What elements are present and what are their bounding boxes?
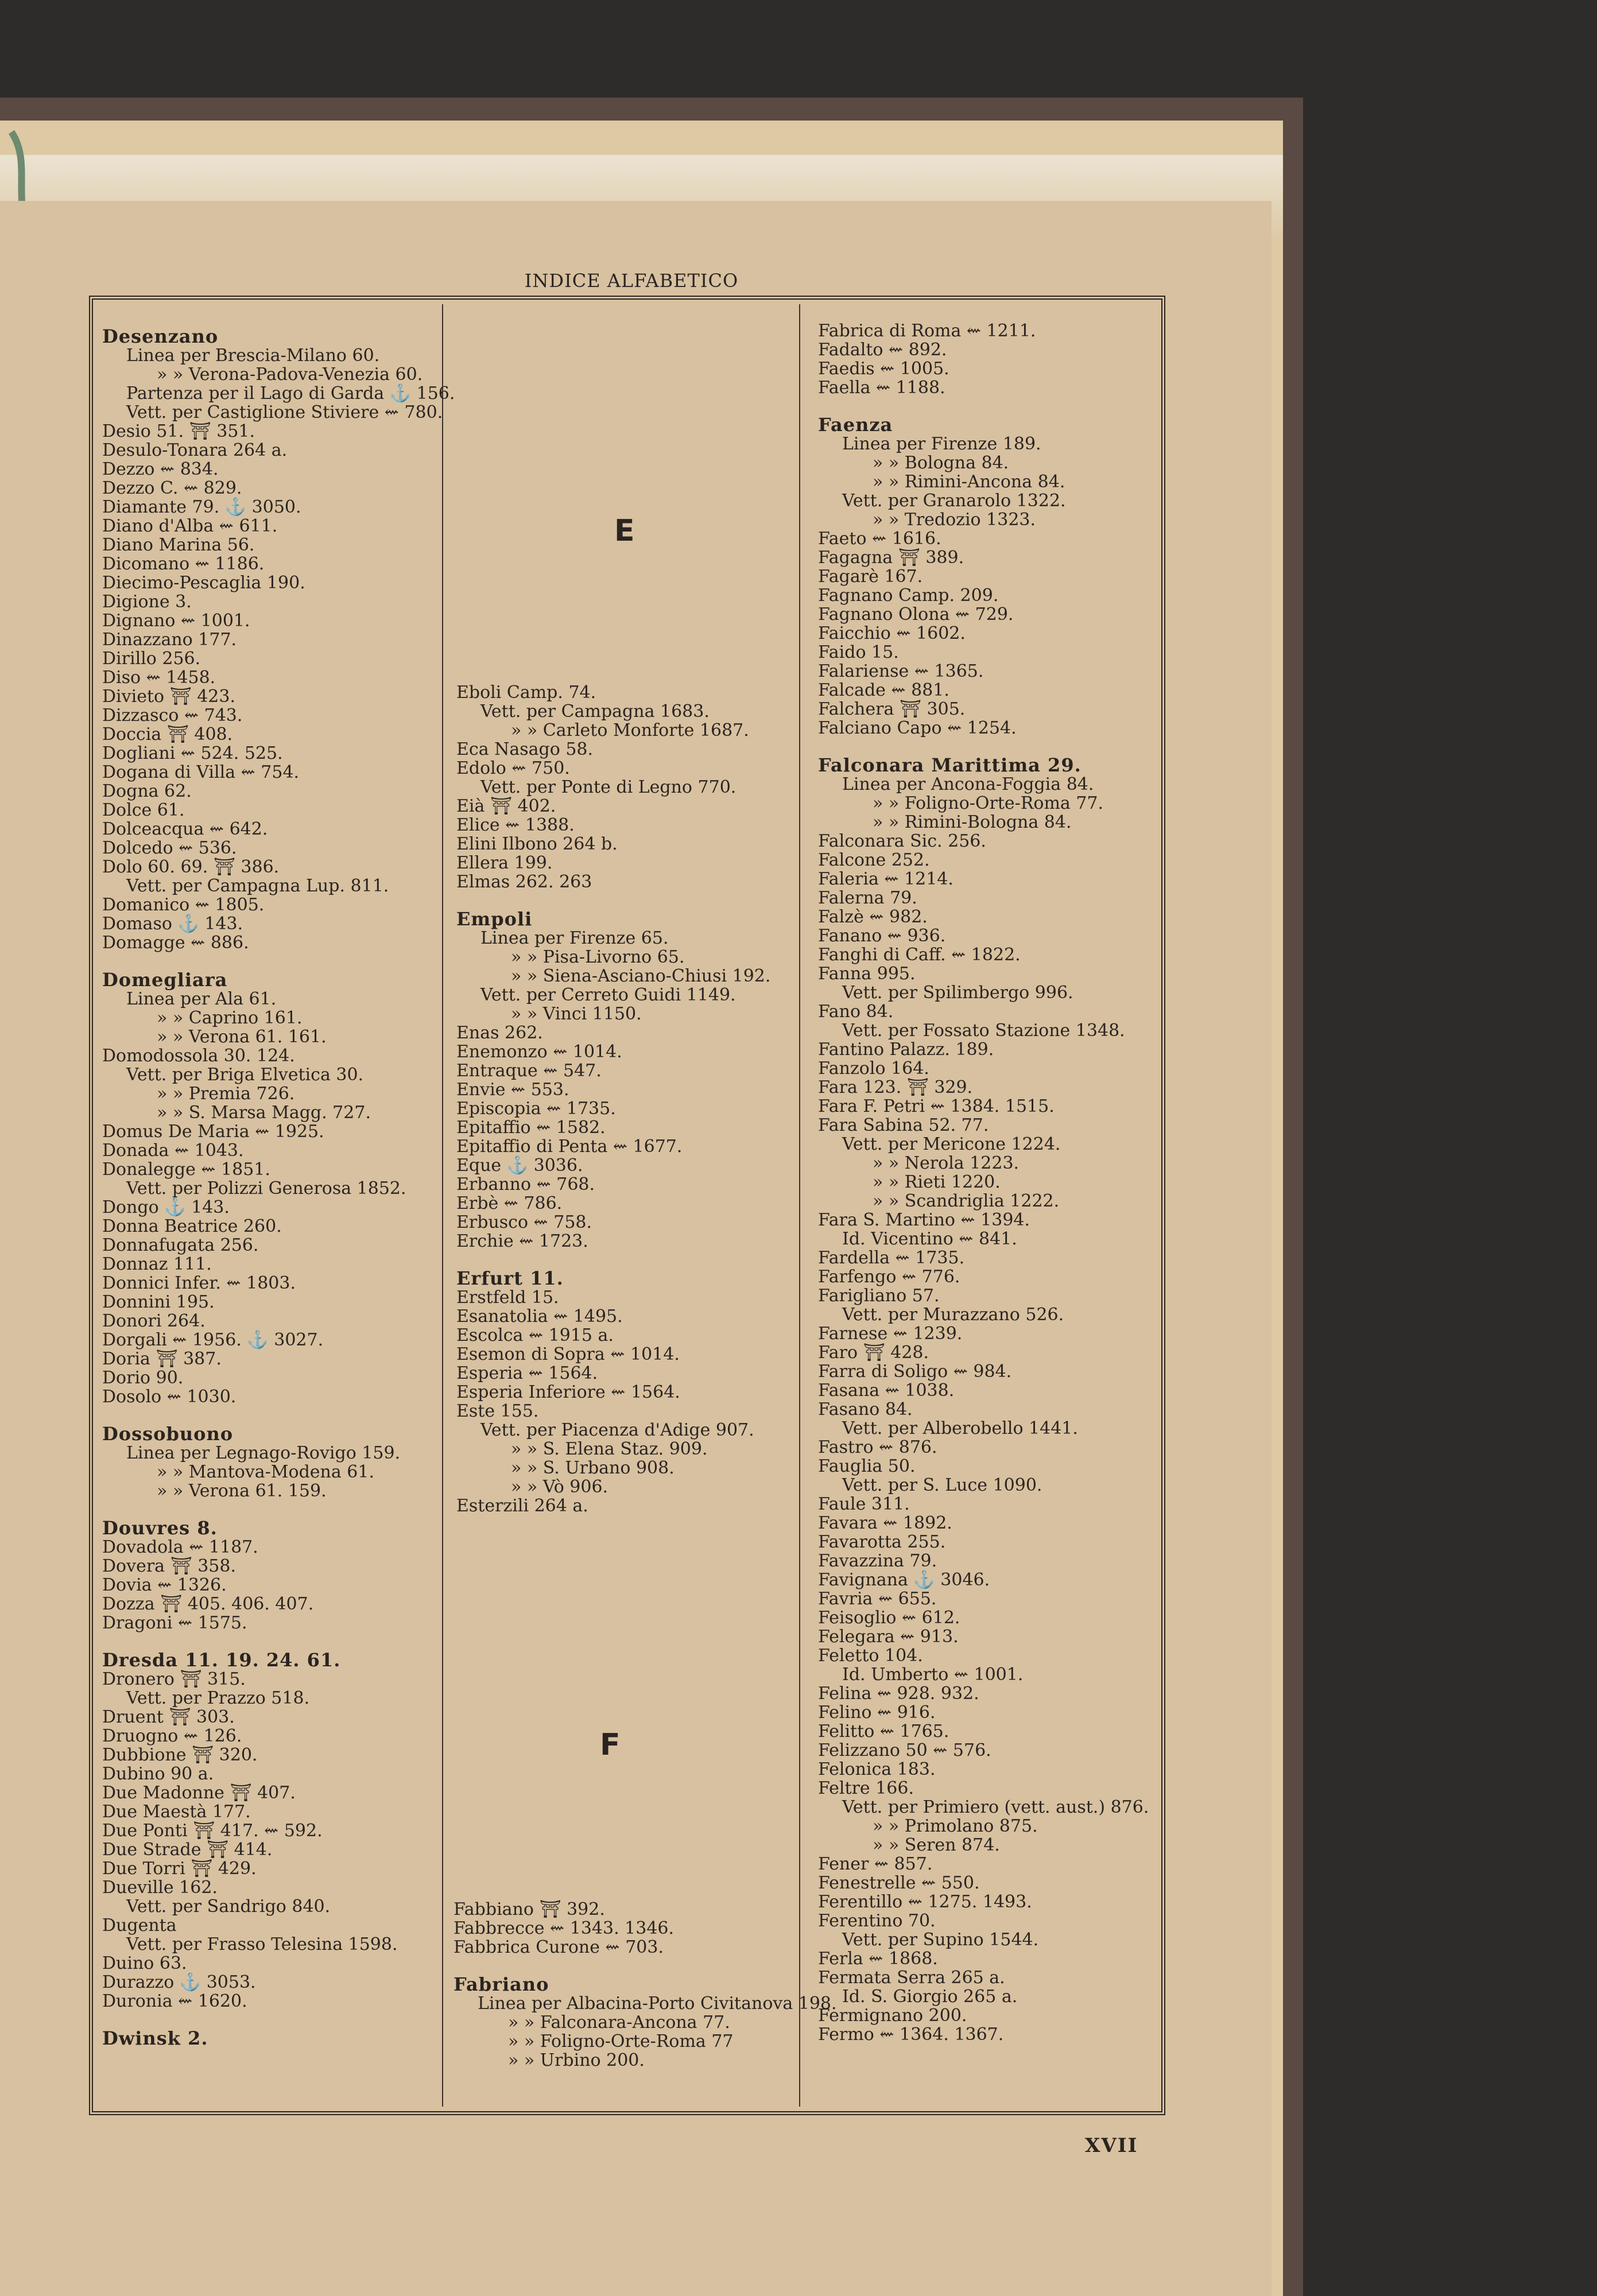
index-entry: Fara S. Martino ⇜ 1394. (818, 1210, 1030, 1230)
index-entry: Felegara ⇜ 913. (818, 1627, 959, 1647)
index-entry: Eca Nasago 58. (456, 739, 594, 759)
index-entry: Domodossola 30. 124. (102, 1046, 295, 1066)
index-entry: Elice ⇜ 1388. (456, 815, 575, 835)
index-entry: Id. Umberto ⇜ 1001. (842, 1665, 1024, 1685)
index-entry: Falconara Sic. 256. (818, 831, 986, 851)
index-entry: » » Foligno-Orte-Roma 77 (508, 2031, 734, 2051)
index-entry: Fabbrecce ⇜ 1343. 1346. (453, 1918, 675, 1938)
index-entry: Vett. per Frasso Telesina 1598. (126, 1934, 398, 1954)
index-entry: Id. Vicentino ⇜ 841. (842, 1229, 1017, 1249)
index-entry: » » Verona-Padova-Venezia 60. (157, 364, 423, 385)
index-entry: Entraque ⇜ 547. (456, 1061, 602, 1081)
index-entry: Desio 51. ⛩ 351. (102, 421, 255, 441)
index-entry: Faedis ⇜ 1005. (818, 359, 949, 379)
index-entry: Fastro ⇜ 876. (818, 1437, 937, 1457)
index-entry: » » Seren 874. (873, 1835, 1000, 1855)
index-entry: » » Vò 906. (511, 1477, 608, 1497)
index-entry: Donna Beatrice 260. (102, 1216, 282, 1236)
index-entry: Domagge ⇜ 886. (102, 933, 249, 953)
index-entry: Fermata Serra 265 a. (818, 1968, 1005, 1988)
index-entry: Elmas 262. 263 (456, 872, 592, 892)
section-letter-f: F (600, 1728, 621, 1762)
index-headword: Douvres 8. (102, 1517, 218, 1539)
index-entry: Due Maestà 177. (102, 1802, 251, 1822)
index-entry: Fara 123. ⛩ 329. (818, 1077, 973, 1097)
index-entry: Erbusco ⇜ 758. (456, 1212, 592, 1232)
index-entry: Favara ⇜ 1892. (818, 1513, 952, 1533)
index-entry: Felizzano 50 ⇜ 576. (818, 1740, 991, 1760)
page-number: XVII (1085, 2134, 1138, 2157)
index-entry: Linea per Legnago-Rovigo 159. (126, 1443, 401, 1463)
index-entry: Falzè ⇜ 982. (818, 907, 928, 927)
index-entry: » » Bologna 84. (873, 453, 1009, 473)
index-entry: Diecimo-Pescaglia 190. (102, 573, 305, 593)
index-entry: Vett. per Mericone 1224. (842, 1134, 1061, 1154)
index-entry: Dogna 62. (102, 781, 192, 801)
index-entry: Fabbrica Curone ⇜ 703. (453, 1937, 664, 1957)
index-entry: Falerna 79. (818, 888, 917, 908)
index-entry: Favazzina 79. (818, 1551, 937, 1571)
index-entry: Epitaffio di Penta ⇜ 1677. (456, 1137, 683, 1157)
index-entry: Linea per Firenze 189. (842, 434, 1041, 454)
index-entry: Domanico ⇜ 1805. (102, 895, 265, 915)
index-entry: Donalegge ⇜ 1851. (102, 1159, 270, 1180)
index-entry: » » S. Elena Staz. 909. (511, 1439, 708, 1459)
index-entry: Faicchio ⇜ 1602. (818, 623, 966, 643)
index-entry: Erstfeld 15. (456, 1287, 559, 1308)
index-entry: Vett. per Briga Elvetica 30. (126, 1065, 364, 1085)
index-entry: Faido 15. (818, 642, 899, 662)
index-entry: Diano Marina 56. (102, 535, 255, 555)
index-entry: Fardella ⇜ 1735. (818, 1248, 965, 1268)
index-entry: Envie ⇜ 553. (456, 1080, 569, 1100)
index-entry: Fagnano Camp. 209. (818, 585, 999, 606)
index-entry: Feltre 166. (818, 1778, 914, 1798)
index-entry: Fasano 84. (818, 1399, 913, 1420)
index-entry: Falciano Capo ⇜ 1254. (818, 718, 1017, 738)
index-entry: » » Primolano 875. (873, 1816, 1038, 1836)
index-entry: » » Falconara-Ancona 77. (508, 2012, 730, 2033)
index-entry: Esterzili 264 a. (456, 1496, 588, 1516)
index-column-f (818, 321, 1157, 2044)
page-header: INDICE ALFABETICO (524, 270, 739, 292)
index-entry: Donnaz 111. (102, 1254, 212, 1274)
index-entry: Dolce 61. (102, 800, 185, 820)
index-entry: Vett. per Piacenza d'Adige 907. (480, 1420, 754, 1440)
index-entry: Vett. per Ponte di Legno 770. (480, 777, 737, 797)
index-headword: Fabriano (453, 1973, 549, 1995)
index-entry: Dezzo C. ⇜ 829. (102, 478, 242, 498)
index-entry: Fano 84. (818, 1002, 894, 1022)
index-headword: Faenza (818, 414, 893, 436)
index-entry: Fagarè 167. (818, 567, 923, 587)
index-entry: Faleria ⇜ 1214. (818, 869, 953, 889)
index-entry: Feisoglio ⇜ 612. (818, 1608, 960, 1628)
index-entry: » » Premia 726. (157, 1084, 295, 1104)
index-entry: Dogliani ⇜ 524. 525. (102, 743, 283, 763)
index-entry: Ferla ⇜ 1868. (818, 1949, 938, 1969)
index-entry: Favarotta 255. (818, 1532, 946, 1552)
index-entry: Diano d'Alba ⇜ 611. (102, 516, 278, 536)
index-entry: Faeto ⇜ 1616. (818, 529, 941, 549)
index-entry: » » Verona 61. 161. (157, 1027, 327, 1047)
column-rule-1 (442, 304, 443, 2107)
index-entry: » » Pisa-Livorno 65. (511, 947, 685, 967)
index-headword: Dwinsk 2. (102, 2027, 208, 2049)
index-entry: Fasana ⇜ 1038. (818, 1380, 955, 1401)
index-headword: Erfurt 11. (456, 1267, 564, 1289)
index-entry: » » S. Marsa Magg. 727. (157, 1103, 371, 1123)
index-entry: Vett. per Campagna Lup. 811. (126, 876, 389, 896)
index-entry: Fagnano Olona ⇜ 729. (818, 604, 1014, 625)
index-entry: Duino 63. (102, 1953, 187, 1973)
index-entry: Digione 3. (102, 592, 192, 612)
index-entry: Due Ponti ⛩ 417. ⇜ 592. (102, 1821, 323, 1841)
index-entry: Fabbiano ⛩ 392. (453, 1899, 605, 1919)
index-entry: Episcopia ⇜ 1735. (456, 1099, 616, 1119)
index-entry: Eboli Camp. 74. (456, 682, 596, 703)
index-entry: Fabrica di Roma ⇜ 1211. (818, 321, 1036, 341)
index-entry: Linea per Ala 61. (126, 989, 277, 1009)
index-entry: Domus De Maria ⇜ 1925. (102, 1122, 324, 1142)
index-entry: Druogno ⇜ 126. (102, 1726, 242, 1746)
index-entry: Erchie ⇜ 1723. (456, 1231, 588, 1251)
index-entry: Fanzolo 164. (818, 1058, 929, 1079)
index-entry: Edolo ⇜ 750. (456, 758, 570, 778)
index-entry: Fanghi di Caff. ⇜ 1822. (818, 945, 1021, 965)
index-entry: Divieto ⛩ 423. (102, 687, 236, 707)
index-entry: Felonica 183. (818, 1759, 936, 1779)
index-entry: Doccia ⛩ 408. (102, 724, 233, 744)
index-entry: Dugenta (102, 1915, 177, 1936)
index-entry: Feletto 104. (818, 1646, 923, 1666)
index-entry: Dizzasco ⇜ 743. (102, 705, 243, 726)
index-entry: Faro ⛩ 428. (818, 1343, 929, 1363)
index-entry: Falcade ⇜ 881. (818, 680, 949, 700)
index-entry: Erbè ⇜ 786. (456, 1193, 563, 1213)
index-entry: Fermignano 200. (818, 2006, 967, 2026)
index-entry: Felino ⇜ 916. (818, 1702, 936, 1723)
index-entry: » » Vinci 1150. (511, 1004, 642, 1024)
index-entry: Fenestrelle ⇜ 550. (818, 1873, 980, 1893)
index-entry: Faella ⇜ 1188. (818, 378, 945, 398)
index-column-f-start (453, 1899, 837, 2070)
index-entry: » » Rimini-Bologna 84. (873, 812, 1072, 832)
index-entry: Dicomano ⇜ 1186. (102, 554, 265, 574)
index-entry: Doria ⛩ 387. (102, 1349, 222, 1369)
index-entry: Dronero ⛩ 315. (102, 1669, 246, 1689)
index-entry: Linea per Firenze 65. (480, 928, 669, 948)
index-entry: Due Madonne ⛩ 407. (102, 1783, 296, 1803)
index-entry: Dozza ⛩ 405. 406. 407. (102, 1594, 314, 1614)
index-entry: Ferentillo ⇜ 1275. 1493. (818, 1892, 1032, 1912)
index-entry: Esanatolia ⇜ 1495. (456, 1306, 623, 1327)
index-entry: Dogana di Villa ⇜ 754. (102, 762, 300, 782)
index-entry: Dueville 162. (102, 1878, 218, 1898)
index-entry: Donnici Infer. ⇜ 1803. (102, 1273, 296, 1293)
index-entry: Esperia Inferiore ⇜ 1564. (456, 1382, 680, 1402)
index-entry: Id. S. Giorgio 265 a. (842, 1987, 1018, 2007)
index-entry: Vett. per Fossato Stazione 1348. (842, 1021, 1125, 1041)
index-entry: Vett. per Primiero (vett. aust.) 876. (842, 1797, 1149, 1817)
index-entry: Dolceacqua ⇜ 642. (102, 819, 268, 839)
index-entry: Vett. per Alberobello 1441. (842, 1418, 1078, 1438)
index-entry: Donada ⇜ 1043. (102, 1141, 244, 1161)
index-entry: Eque ⚓ 3036. (456, 1155, 583, 1176)
index-entry: Dongo ⚓ 143. (102, 1197, 230, 1217)
index-entry: Dorio 90. (102, 1368, 184, 1388)
index-entry: Fanna 995. (818, 964, 916, 984)
index-entry: Fener ⇜ 857. (818, 1854, 933, 1874)
index-entry: Falariense ⇜ 1365. (818, 661, 984, 681)
index-entry: Domaso ⚓ 143. (102, 914, 243, 934)
index-entry: » » Foligno-Orte-Roma 77. (873, 793, 1104, 813)
index-entry: Duronia ⇜ 1620. (102, 1991, 247, 2011)
index-entry: Vett. per Campagna 1683. (480, 701, 710, 722)
index-entry: Escolca ⇜ 1915 a. (456, 1325, 614, 1345)
index-entry: Elini Ilbono 264 b. (456, 834, 618, 854)
index-entry: Faule 311. (818, 1494, 910, 1514)
index-entry: Durazzo ⚓ 3053. (102, 1972, 256, 1992)
index-entry: Dubino 90 a. (102, 1764, 214, 1784)
index-entry: Linea per Ancona-Foggia 84. (842, 774, 1094, 794)
index-entry: » » Caprino 161. (157, 1008, 303, 1028)
index-entry: Dinazzano 177. (102, 630, 237, 650)
index-entry: » » Carleto Monforte 1687. (511, 720, 749, 740)
index-entry: » » Verona 61. 159. (157, 1481, 327, 1501)
index-entry: Ellera 199. (456, 853, 553, 873)
index-entry: Druent ⛩ 303. (102, 1707, 235, 1727)
index-entry: Farnese ⇜ 1239. (818, 1324, 963, 1344)
index-entry: Favria ⇜ 655. (818, 1589, 937, 1609)
index-entry: Fermo ⇜ 1364. 1367. (818, 2024, 1004, 2045)
index-entry: Dovadola ⇜ 1187. (102, 1537, 258, 1557)
index-entry: Dovia ⇜ 1326. (102, 1575, 227, 1595)
index-entry: Esemon di Sopra ⇜ 1014. (456, 1344, 680, 1364)
index-entry: Enemonzo ⇜ 1014. (456, 1042, 622, 1062)
index-entry: Dezzo ⇜ 834. (102, 459, 219, 479)
index-headword: Desenzano (102, 325, 219, 347)
index-entry: Due Torri ⛩ 429. (102, 1859, 257, 1879)
index-entry: Felitto ⇜ 1765. (818, 1721, 949, 1742)
index-entry: Vett. per Granarolo 1322. (842, 491, 1066, 511)
index-entry: Due Strade ⛩ 414. (102, 1840, 273, 1860)
index-entry: Diamante 79. ⚓ 3050. (102, 497, 301, 517)
index-entry: » » Rieti 1220. (873, 1172, 1001, 1192)
index-entry: Fantino Palazz. 189. (818, 1040, 994, 1060)
index-headword: Dossobuono (102, 1423, 234, 1445)
index-entry: Linea per Brescia-Milano 60. (126, 346, 380, 366)
section-letter-e: E (614, 514, 635, 548)
index-entry: Diso ⇜ 1458. (102, 668, 216, 688)
index-entry: Erbanno ⇜ 768. (456, 1174, 595, 1194)
index-entry: Dolo 60. 69. ⛩ 386. (102, 857, 280, 877)
index-headword: Empoli (456, 908, 533, 930)
index-entry: Vett. per Murazzano 526. (842, 1305, 1064, 1325)
index-entry: » » Siena-Asciano-Chiusi 192. (511, 966, 771, 986)
index-entry: » » Tredozio 1323. (873, 510, 1036, 530)
index-entry: Dragoni ⇜ 1575. (102, 1613, 247, 1633)
index-entry: » » Rimini-Ancona 84. (873, 472, 1065, 492)
index-entry: Donori 264. (102, 1311, 206, 1331)
index-entry: Vett. per Spilimbergo 996. (842, 983, 1073, 1003)
index-entry: Fauglia 50. (818, 1456, 916, 1476)
index-entry: Este 155. (456, 1401, 539, 1421)
index-entry: Dosolo ⇜ 1030. (102, 1387, 237, 1407)
index-entry: Eià ⛩ 402. (456, 796, 556, 816)
index-entry: Falchera ⛩ 305. (818, 699, 966, 719)
index-column-d (102, 321, 455, 2049)
index-entry: Vett. per Sandrigo 840. (126, 1896, 331, 1917)
index-entry: » » Mantova-Modena 61. (157, 1462, 374, 1482)
index-entry: Dignano ⇜ 1001. (102, 611, 250, 631)
index-entry: Vett. per Polizzi Generosa 1852. (126, 1178, 406, 1199)
index-entry: Farfengo ⇜ 776. (818, 1267, 960, 1287)
index-entry: Dirillo 256. (102, 649, 201, 669)
index-entry: Fagagna ⛩ 389. (818, 548, 964, 568)
index-entry: » » S. Urbano 908. (511, 1458, 675, 1478)
index-entry: Donnini 195. (102, 1292, 215, 1312)
index-entry: Farra di Soligo ⇜ 984. (818, 1362, 1012, 1382)
index-entry: Dovera ⛩ 358. (102, 1556, 236, 1576)
index-entry: Fanano ⇜ 936. (818, 926, 946, 946)
column-rule-2 (799, 304, 800, 2107)
index-entry: Dorgali ⇜ 1956. ⚓ 3027. (102, 1330, 324, 1350)
index-entry: Favignana ⚓ 3046. (818, 1570, 990, 1590)
index-entry: Dubbione ⛩ 320. (102, 1745, 258, 1765)
index-entry: Enas 262. (456, 1023, 543, 1043)
index-entry: Partenza per il Lago di Garda ⚓ 156. (126, 383, 455, 404)
index-entry: Felina ⇜ 928. 932. (818, 1684, 979, 1704)
index-entry: » » Scandriglia 1222. (873, 1191, 1060, 1211)
index-entry: Vett. per Cerreto Guidi 1149. (480, 985, 736, 1005)
index-column-e (456, 683, 792, 1515)
index-entry: Fara F. Petri ⇜ 1384. 1515. (818, 1096, 1055, 1116)
index-headword: Falconara Marittima 29. (818, 754, 1082, 776)
index-entry: Fadalto ⇜ 892. (818, 340, 947, 360)
index-entry: Falcone 252. (818, 850, 930, 870)
index-entry: Fara Sabina 52. 77. (818, 1115, 989, 1135)
index-entry: Donnafugata 256. (102, 1235, 259, 1255)
index-entry: Linea per Albacina-Porto Civitanova 198. (478, 1994, 837, 2014)
index-entry: Esperia ⇜ 1564. (456, 1363, 598, 1383)
index-entry: Vett. per Prazzo 518. (126, 1688, 310, 1708)
index-entry: » » Urbino 200. (508, 2050, 645, 2070)
index-headword: Dresda 11. 19. 24. 61. (102, 1649, 341, 1671)
index-entry: Vett. per Supino 1544. (842, 1930, 1039, 1950)
index-entry: Vett. per Castiglione Stiviere ⇜ 780. (126, 402, 443, 422)
index-entry: Vett. per S. Luce 1090. (842, 1475, 1042, 1495)
index-entry: Epitaffio ⇜ 1582. (456, 1118, 606, 1138)
index-headword: Domegliara (102, 969, 228, 991)
index-entry: Desulo-Tonara 264 a. (102, 440, 288, 460)
index-entry: Farigliano 57. (818, 1286, 940, 1306)
index-entry: Ferentino 70. (818, 1911, 936, 1931)
index-entry: » » Nerola 1223. (873, 1153, 1020, 1173)
index-entry: Dolcedo ⇜ 536. (102, 838, 237, 858)
